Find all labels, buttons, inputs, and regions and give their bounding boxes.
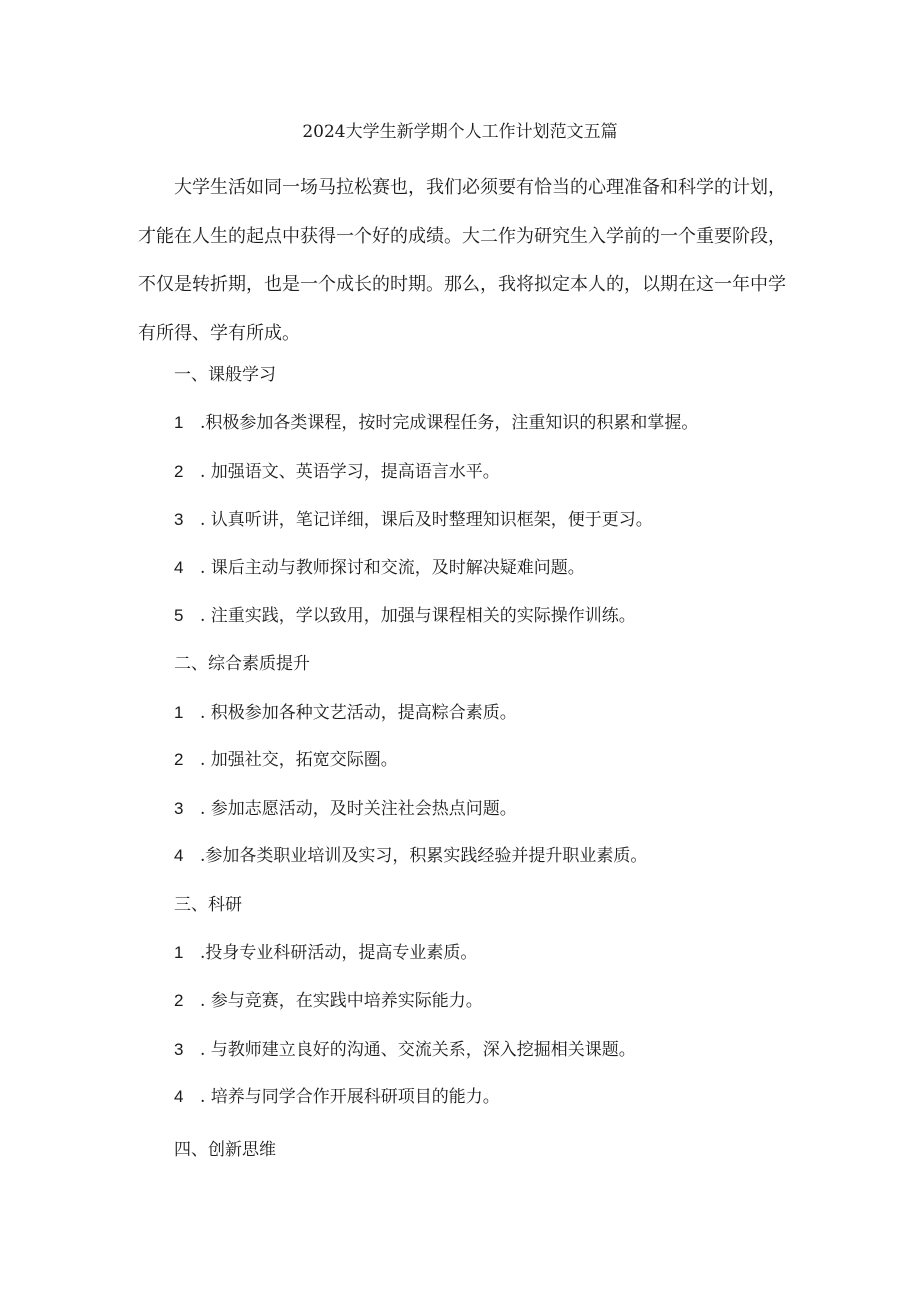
item-text: .参加各类职业培训及实习，积累实践经验并提升职业素质。 <box>200 846 648 866</box>
item-text: . 注重实践，学以致用，加强与课程相关的实际操作训练。 <box>200 606 636 626</box>
section-heading-1: 一、课般学习 <box>174 365 276 385</box>
list-item <box>174 796 517 822</box>
list-item <box>174 747 398 773</box>
item-text: . 认真听讲，笔记详细，课后及时整理知识框架，便于更习。 <box>200 510 653 530</box>
list-item <box>174 843 647 869</box>
item-number: 4 <box>174 846 184 865</box>
item-number: 2 <box>174 750 184 769</box>
list-item <box>174 940 477 966</box>
section-heading-4: 四、创新思维 <box>174 1140 276 1160</box>
list-item <box>174 988 483 1014</box>
item-number: 2 <box>174 462 184 481</box>
item-text: . 加强语文、英语学习，提高语言水平。 <box>200 462 500 482</box>
list-item <box>174 1037 636 1063</box>
list-item <box>174 459 500 485</box>
list-item <box>174 507 653 533</box>
item-text: . 参加志愿活动，及时关注社会热点问题。 <box>200 799 517 819</box>
list-item <box>174 555 585 581</box>
list-item <box>174 700 517 726</box>
item-text: . 与教师建立良好的沟通、交流关系，深入挖掘相关课题。 <box>200 1040 636 1060</box>
list-item <box>174 603 636 629</box>
document-title: 2024大学生新学期个人工作计划范文五篇 <box>302 122 618 142</box>
item-number: 1 <box>174 943 184 962</box>
item-number: 3 <box>174 1040 184 1059</box>
item-number: 1 <box>174 703 184 722</box>
item-text: . 加强社交，拓宽交际圈。 <box>200 750 398 770</box>
item-text: . 培养与同学合作开展科研项目的能力。 <box>200 1087 500 1107</box>
item-text: . 课后主动与教师探讨和交流，及时解决疑难问题。 <box>200 558 585 578</box>
item-text: . 参与竞赛，在实践中培养实际能力。 <box>200 991 483 1011</box>
item-number: 4 <box>174 1087 184 1106</box>
item-text: .投身专业科研活动，提高专业素质。 <box>200 943 478 963</box>
item-number: 3 <box>174 510 184 529</box>
item-number: 5 <box>174 606 184 625</box>
list-item <box>174 1084 500 1110</box>
item-number: 3 <box>174 799 184 818</box>
item-number: 1 <box>174 413 184 432</box>
item-text: . 积极参加各种文艺活动，提高粽合素质。 <box>200 703 517 723</box>
item-number: 2 <box>174 991 184 1010</box>
item-number: 4 <box>174 558 184 577</box>
section-heading-2: 二、综合素质提升 <box>174 654 310 674</box>
intro-paragraph: 大学生活如同一场马拉松赛也，我们必须要有恰当的心理准备和科学的计划，才能在人生的起点中获得一个好的成绩。大二作为研究生入学前的一个重要阶段，不仅是转折期，也是一个成长的时期。那么，我将拟定本人的，以期在这一年中学有所得、学有所成。 <box>138 177 786 344</box>
item-text: .积极参加各类课程，按时完成课程任务，注重知识的积累和掌握。 <box>200 413 699 433</box>
list-item <box>174 410 698 436</box>
section-heading-3: 三、科研 <box>174 895 242 915</box>
